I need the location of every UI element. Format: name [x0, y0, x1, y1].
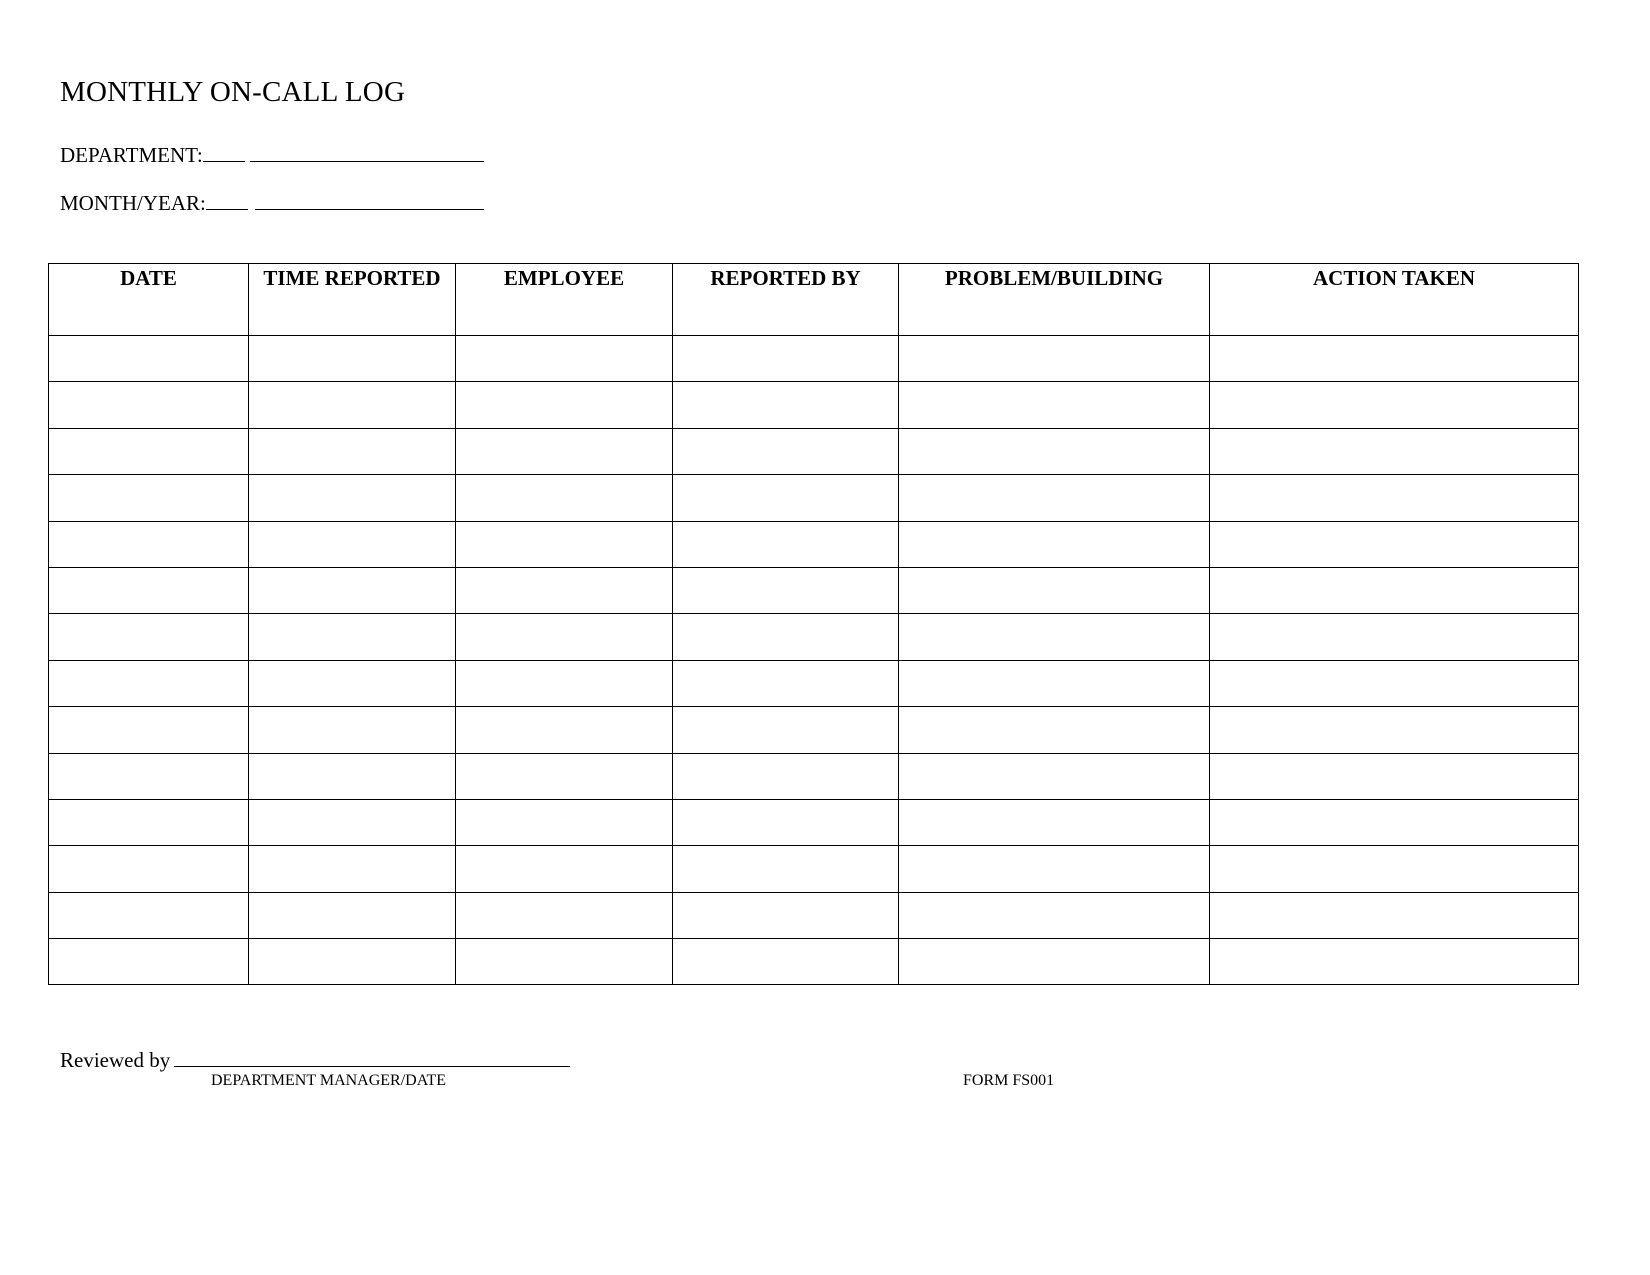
on-call-log-table: [48, 263, 1579, 985]
table-cell[interactable]: [49, 336, 249, 382]
table-cell[interactable]: [49, 382, 249, 428]
table-cell[interactable]: [49, 660, 249, 706]
department-field: [60, 141, 484, 168]
month-year-blank-short: [206, 189, 248, 210]
table-row: [49, 892, 1579, 938]
table-cell[interactable]: [1210, 707, 1579, 753]
table-cell[interactable]: [673, 428, 899, 474]
table-row: [49, 382, 1579, 428]
table-cell[interactable]: [49, 799, 249, 845]
table-cell[interactable]: [49, 753, 249, 799]
column-header-problem-building: PROBLEM/BUILDING: [899, 264, 1210, 336]
table-cell[interactable]: [249, 614, 456, 660]
table-cell[interactable]: [673, 799, 899, 845]
table-cell[interactable]: [456, 567, 673, 613]
form-title: MONTHLY ON-CALL LOG: [60, 76, 406, 108]
column-header-time-reported: TIME REPORTED: [249, 264, 456, 336]
table-cell[interactable]: [899, 428, 1210, 474]
month-year-input-line[interactable]: [255, 189, 484, 210]
table-cell[interactable]: [1210, 382, 1579, 428]
table-cell[interactable]: [456, 846, 673, 892]
table-cell[interactable]: [249, 475, 456, 521]
department-label: DEPARTMENT:: [60, 143, 203, 167]
table-row: [49, 753, 1579, 799]
table-cell[interactable]: [673, 707, 899, 753]
table-cell[interactable]: [49, 475, 249, 521]
table-row: [49, 475, 1579, 521]
table-cell[interactable]: [49, 428, 249, 474]
table-cell[interactable]: [249, 892, 456, 938]
table-cell[interactable]: [899, 336, 1210, 382]
month-year-label: MONTH/YEAR:: [60, 191, 206, 215]
signature-caption: DEPARTMENT MANAGER/DATE: [211, 1072, 447, 1089]
table-cell[interactable]: [249, 567, 456, 613]
table-cell[interactable]: [1210, 939, 1579, 985]
table-cell[interactable]: [49, 567, 249, 613]
table-cell[interactable]: [49, 892, 249, 938]
table-cell[interactable]: [1210, 614, 1579, 660]
table-cell[interactable]: [456, 521, 673, 567]
department-input-line[interactable]: [250, 141, 484, 162]
table-cell[interactable]: [673, 382, 899, 428]
table-cell[interactable]: [456, 382, 673, 428]
table-cell[interactable]: [456, 475, 673, 521]
column-header-date: DATE: [49, 264, 249, 336]
table-cell[interactable]: [1210, 660, 1579, 706]
table-cell[interactable]: [899, 382, 1210, 428]
table-row: [49, 799, 1579, 845]
table-cell[interactable]: [1210, 753, 1579, 799]
table-cell[interactable]: [49, 614, 249, 660]
table-cell[interactable]: [49, 939, 249, 985]
table-cell[interactable]: [899, 521, 1210, 567]
table-cell[interactable]: [49, 521, 249, 567]
table-cell[interactable]: [673, 660, 899, 706]
table-cell[interactable]: [673, 939, 899, 985]
column-header-employee: EMPLOYEE: [456, 264, 673, 336]
reviewed-by-field: [60, 1046, 570, 1073]
table-cell[interactable]: [673, 892, 899, 938]
table-cell[interactable]: [249, 753, 456, 799]
table-cell[interactable]: [1210, 892, 1579, 938]
column-header-reported-by: REPORTED BY: [673, 264, 899, 336]
table-cell[interactable]: [1210, 846, 1579, 892]
department-blank-short: [203, 141, 245, 162]
table-cell[interactable]: [249, 336, 456, 382]
table-cell[interactable]: [899, 660, 1210, 706]
table-row: [49, 567, 1579, 613]
table-row: [49, 660, 1579, 706]
table-row: [49, 521, 1579, 567]
table-row: [49, 707, 1579, 753]
table-cell[interactable]: [899, 939, 1210, 985]
table-body: [49, 336, 1579, 985]
table-cell[interactable]: [899, 707, 1210, 753]
table-cell[interactable]: [673, 846, 899, 892]
table-cell[interactable]: [456, 939, 673, 985]
reviewed-by-label: Reviewed by: [60, 1048, 171, 1072]
table-cell[interactable]: [456, 707, 673, 753]
table-cell[interactable]: [249, 428, 456, 474]
table-row: [49, 428, 1579, 474]
table-row: [49, 846, 1579, 892]
table-cell[interactable]: [899, 614, 1210, 660]
table-cell[interactable]: [899, 799, 1210, 845]
table-cell[interactable]: [899, 567, 1210, 613]
table-cell[interactable]: [249, 846, 456, 892]
table-cell[interactable]: [673, 753, 899, 799]
table-cell[interactable]: [456, 336, 673, 382]
table-cell[interactable]: [899, 846, 1210, 892]
table-cell[interactable]: [899, 475, 1210, 521]
table-cell[interactable]: [249, 521, 456, 567]
table-cell[interactable]: [673, 614, 899, 660]
table-cell[interactable]: [456, 428, 673, 474]
table-cell[interactable]: [456, 614, 673, 660]
table-cell[interactable]: [49, 707, 249, 753]
table-cell[interactable]: [899, 892, 1210, 938]
table-cell[interactable]: [456, 892, 673, 938]
table-row: [49, 336, 1579, 382]
table-cell[interactable]: [456, 660, 673, 706]
month-year-field: [60, 189, 484, 216]
table-cell[interactable]: [249, 939, 456, 985]
table-cell[interactable]: [1210, 799, 1579, 845]
form-id: FORM FS001: [963, 1072, 1055, 1089]
table-cell[interactable]: [249, 382, 456, 428]
table-cell[interactable]: [49, 846, 249, 892]
table-cell[interactable]: [456, 799, 673, 845]
column-header-action-taken: ACTION TAKEN: [1210, 264, 1579, 336]
table-cell[interactable]: [249, 660, 456, 706]
table-cell[interactable]: [1210, 521, 1579, 567]
table-cell[interactable]: [673, 521, 899, 567]
table-cell[interactable]: [249, 707, 456, 753]
table-cell[interactable]: [1210, 428, 1579, 474]
table-cell[interactable]: [1210, 475, 1579, 521]
table-cell[interactable]: [673, 336, 899, 382]
table-cell[interactable]: [1210, 336, 1579, 382]
reviewed-by-signature-line[interactable]: [174, 1046, 570, 1067]
table-cell[interactable]: [673, 567, 899, 613]
table-cell[interactable]: [899, 753, 1210, 799]
table-cell[interactable]: [1210, 567, 1579, 613]
table-cell[interactable]: [456, 753, 673, 799]
table-cell[interactable]: [249, 799, 456, 845]
table-header-row: [49, 264, 1579, 336]
table-row: [49, 614, 1579, 660]
table-row: [49, 939, 1579, 985]
table-cell[interactable]: [673, 475, 899, 521]
